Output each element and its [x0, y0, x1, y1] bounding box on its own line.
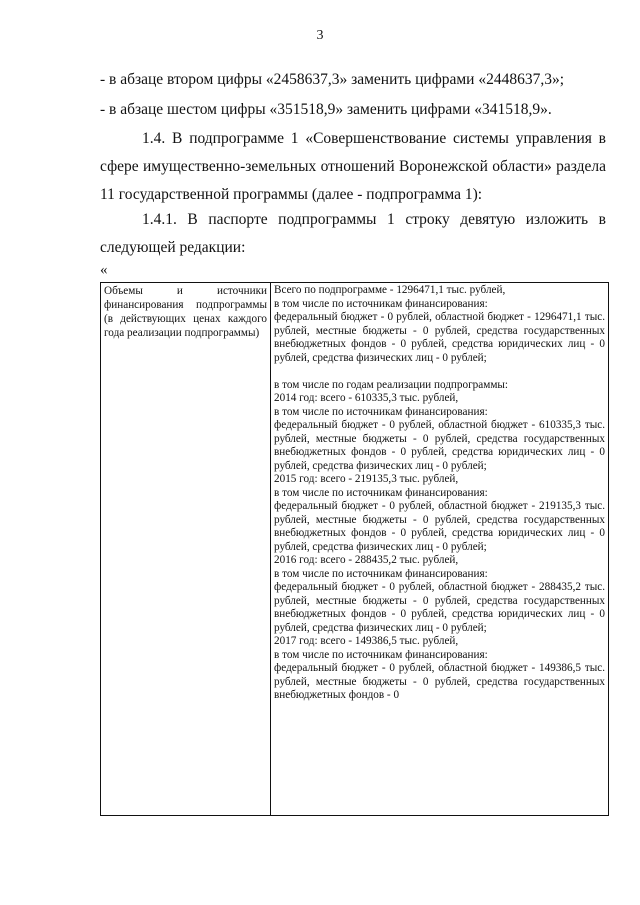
year-2014-sources: федеральный бюджет - 0 рублей, областной бюджет - 610335,3 тыс. рублей, местные бюджеты - 0 рублей, средства государственных внебюджетных фондов - 0 рублей, средства юридических лиц - 0 рублей, средства физических лиц - 0 рублей; [274, 419, 605, 472]
financing-label-cell [101, 283, 271, 816]
financing-values-content [274, 284, 605, 814]
by-years-intro: в том числе по годам реализации подпрограммы: [274, 378, 509, 391]
page-number: 3 [316, 28, 324, 43]
year-2015-intro: в том числе по источникам финансирования: [274, 486, 488, 499]
year-2015-sources: федеральный бюджет - 0 рублей, областной бюджет - 219135,3 тыс. рублей, местные бюджеты - 0 рублей, средства государственных внебюджетных фондов - 0 рублей, средства юридических лиц - 0 рублей, средства физических лиц - 0 рублей; [274, 500, 605, 553]
year-2017-intro: в том числе по источникам финансирования: [274, 648, 488, 661]
paragraph-subprogram-1: 1.4. В подпрограмме 1 «Совершенствование системы управления в сфере имущественно-земельных отношений Воронежской области» раздела 11 государственной программы (далее - подпрограмма 1): [100, 130, 606, 203]
year-2016-sources: федеральный бюджет - 0 рублей, областной бюджет - 288435,2 тыс. рублей, местные бюджеты - 0 рублей, средства государственных внебюджетных фондов - 0 рублей, средства юридических лиц - 0 рублей, средства физических лиц - 0 рублей; [274, 581, 605, 634]
year-2014-intro: в том числе по источникам финансирования: [274, 405, 488, 418]
passport-table [100, 282, 609, 816]
total-amount: Всего по подпрограмме - 1296471,1 тыс. рублей, [274, 284, 506, 296]
year-2016-intro: в том числе по источникам финансирования: [274, 567, 488, 580]
opening-quote-mark: « [100, 262, 108, 278]
year-2014-total: 2014 год: всего - 610335,3 тыс. рублей, [274, 392, 459, 404]
financing-values-cell [271, 283, 609, 816]
paragraph-amend-sixth: - в абзаце шестом цифры «351518,9» заменить цифрами «341518,9». [100, 101, 552, 118]
paragraph-amend-second: - в абзаце втором цифры «2458637,3» заменить цифрами «2448637,3»; [100, 71, 565, 88]
table-row [101, 283, 609, 816]
paragraph-passport-row: 1.4.1. В паспорте подпрограммы 1 строку девятую изложить в следующей редакции: [100, 211, 606, 256]
financing-label-text: Объемы и источники финансирования подпрограммы (в действующих ценах каждого года реализации подпрограммы) [104, 285, 267, 339]
total-sources-intro: в том числе по источникам финансирования: [274, 297, 488, 310]
year-2017-sources: федеральный бюджет - 0 рублей, областной бюджет - 149386,5 тыс. рублей, местные бюджеты - 0 рублей, средства государственных внебюджетных фондов - 0 [274, 662, 605, 701]
year-2017-total: 2017 год: всего - 149386,5 тыс. рублей, [274, 635, 459, 647]
spacer [274, 365, 605, 379]
total-sources: федеральный бюджет - 0 рублей, областной бюджет - 1296471,1 тыс. рублей, местные бюджеты - 0 рублей, средства государственных внебюджетных фондов - 0 рублей, средства юридических лиц - 0 рублей, средства физических лиц - 0 рублей; [274, 311, 605, 364]
year-2015-total: 2015 год: всего - 219135,3 тыс. рублей, [274, 473, 459, 485]
year-2016-total: 2016 год: всего - 288435,2 тыс. рублей, [274, 554, 459, 566]
